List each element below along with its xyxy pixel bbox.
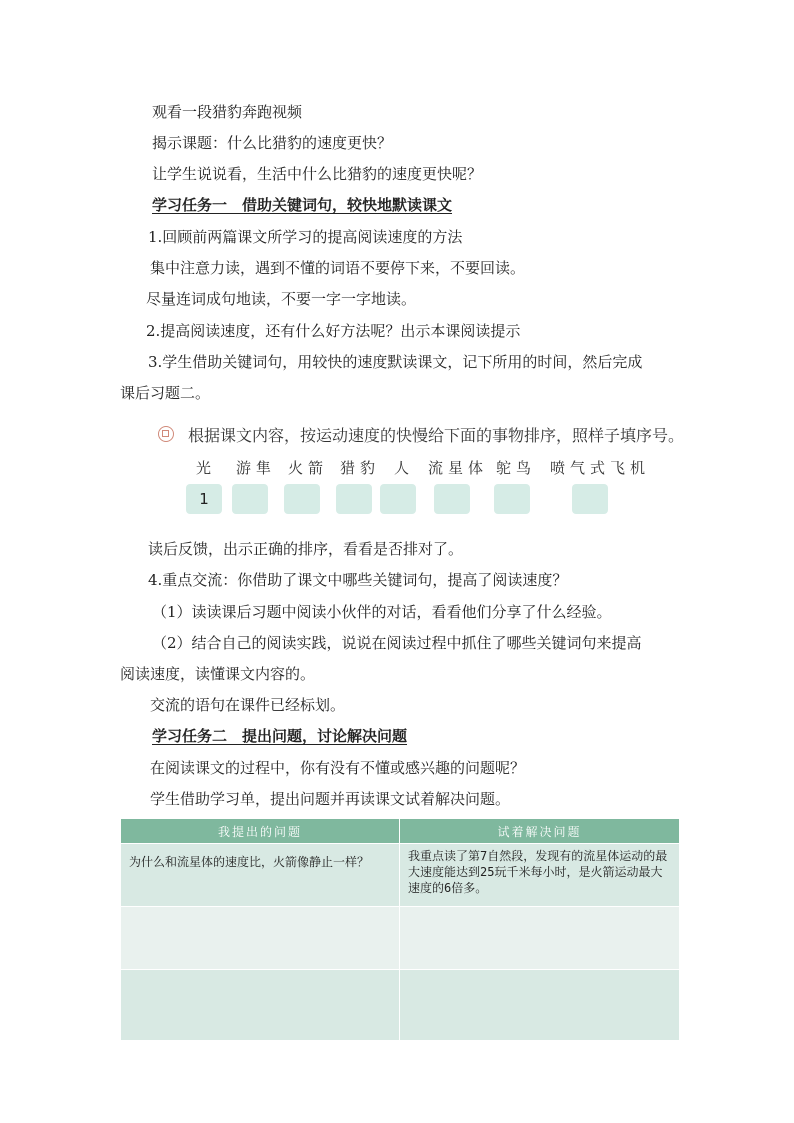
- exercise-item: 游隼: [236, 459, 277, 477]
- text-line: 读后反馈，出示正确的排序，看看是否排对了。: [148, 540, 464, 558]
- text-line: 让学生说说看，生活中什么比猎豹的速度更快呢？: [152, 165, 483, 183]
- text-line: 尽量连词成句地读，不要一字一字地读。: [146, 290, 417, 308]
- answer-slot[interactable]: [232, 484, 268, 514]
- table-header: 试着解决问题: [400, 819, 680, 844]
- text-line: （1）读读课后习题中阅读小伙伴的对话，看看他们分享了什么经验。: [152, 603, 612, 621]
- answer-slot[interactable]: 1: [186, 484, 222, 514]
- exercise-item: 喷气式飞机: [550, 459, 651, 477]
- table-row: [121, 970, 680, 1041]
- exercise-item: 流星体: [428, 459, 489, 477]
- text-line: 课后习题二。: [120, 384, 211, 402]
- exercise-item: 人: [394, 459, 415, 477]
- answer-slot[interactable]: [336, 484, 372, 514]
- answer-cell[interactable]: [400, 907, 680, 970]
- question-cell[interactable]: 为什么和流星体的速度比，火箭像静止一样？: [121, 844, 400, 907]
- text-line: 学生借助学习单，提出问题并再读课文试着解决问题。: [150, 790, 511, 808]
- text-line: 阅读速度，读懂课文内容的。: [120, 665, 316, 683]
- answer-cell[interactable]: [400, 970, 680, 1041]
- answer-slot[interactable]: [380, 484, 416, 514]
- answer-slot[interactable]: [572, 484, 608, 514]
- text-line: 2.提高阅读速度，还有什么好方法呢？出示本课阅读提示: [146, 322, 521, 340]
- answer-slot[interactable]: [434, 484, 470, 514]
- question-cell[interactable]: [121, 907, 400, 970]
- text-line: 4.重点交流：你借助了课文中哪些关键词句，提高了阅读速度？: [148, 571, 568, 589]
- table-row: [121, 844, 680, 907]
- exercise-item: 鸵鸟: [496, 459, 537, 477]
- task-heading-2: 学习任务二 提出问题，讨论解决问题: [152, 727, 408, 745]
- question-table: [120, 818, 680, 1041]
- task-heading-1: 学习任务一 借助关键词句，较快地默读课文: [152, 196, 453, 214]
- exercise-item: 光: [196, 459, 217, 477]
- text-line: 交流的语句在课件已经标划。: [150, 696, 346, 714]
- exercise-item: 火箭: [288, 459, 329, 477]
- text-line: 集中注意力读，遇到不懂的词语不要停下来，不要回读。: [150, 259, 526, 277]
- exercise-item: 猎豹: [340, 459, 381, 477]
- text-line: 揭示课题：什么比猎豹的速度更快？: [152, 134, 393, 152]
- exercise-question: 根据课文内容，按运动速度的快慢给下面的事物排序，照样子填序号。: [188, 426, 685, 445]
- text-line: 观看一段猎豹奔跑视频: [152, 103, 303, 121]
- table-header: 我提出的问题: [121, 819, 400, 844]
- text-line: 在阅读课文的过程中，你有没有不懂或感兴趣的问题呢？: [150, 759, 526, 777]
- answer-slot[interactable]: [284, 484, 320, 514]
- answer-cell[interactable]: 我重点读了第7自然段，发现有的流星体运动的最大速度能达到25玩千米每小时，是火箭运动最大速度的6倍多。: [400, 844, 680, 907]
- seal-icon: [158, 426, 174, 442]
- text-line: 1.回顾前两篇课文所学习的提高阅读速度的方法: [148, 228, 463, 246]
- question-cell[interactable]: [121, 970, 400, 1041]
- table-row: [121, 907, 680, 970]
- text-line: （2）结合自己的阅读实践，说说在阅读过程中抓住了哪些关键词句来提高: [152, 634, 642, 652]
- text-line: 3.学生借助关键词句，用较快的速度默读课文，记下所用的时间，然后完成: [148, 353, 643, 371]
- answer-slot[interactable]: [494, 484, 530, 514]
- sorting-exercise: [150, 416, 690, 526]
